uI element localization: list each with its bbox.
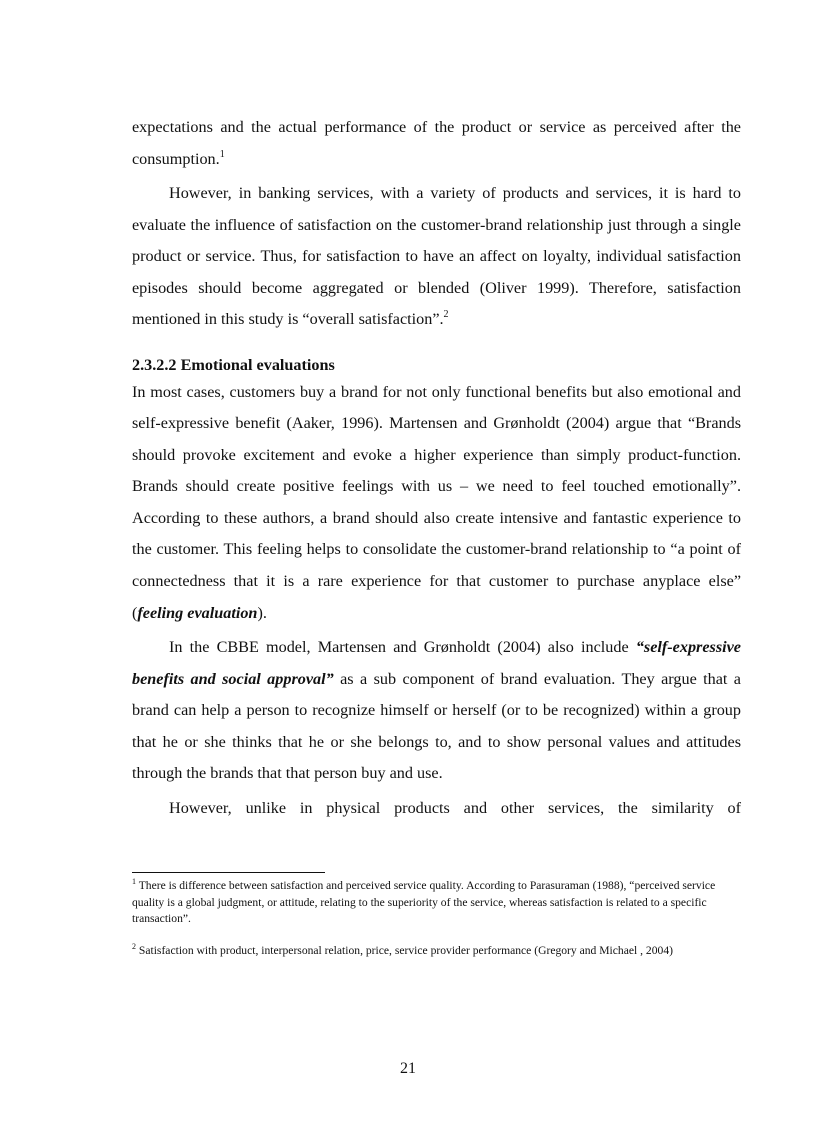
paragraph-2-text: However, in banking services, with a variety of products and services, it is hard to evaluate the influence of satisfaction on the customer-brand relationship just through a single product or service. Thus, for satisfaction to have an affect on loyalty, individual satisfaction episodes should become aggregated or blended (Oliver 1999). Therefore, satisfaction mentioned in this study is “overall satisfaction”. xyxy=(132,184,741,328)
body-text xyxy=(132,112,741,824)
footnote-1-text: There is difference between satisfaction and perceived service quality. According to Parasuraman (1988), “perceived service quality is a global judgment, or attitude, relating to the superiority of the service, whereas satisfaction is related to a specific transaction”. xyxy=(132,879,716,925)
paragraph-5-text: However, unlike in physical products and other services, the similarity of xyxy=(169,798,741,817)
paragraph-3 xyxy=(132,377,741,630)
footnote-mark-1: 1 xyxy=(132,877,136,886)
section-heading: 2.3.2.2 Emotional evaluations xyxy=(132,355,335,374)
footnote-1 xyxy=(132,878,741,928)
footnotes xyxy=(132,878,741,959)
paragraph-4-text: In the CBBE model, Martensen and Grønholdt (2004) also include xyxy=(169,638,636,657)
paragraph-3-text: In most cases, customers buy a brand for not only functional benefits but also emotional and self-expressive benefit (Aaker, 1996). Martensen and Grønholdt (2004) argue that “Brands should provoke excitement and evoke a higher experience than simply product-function. Brands should create positive feelings with us – we need to feel touched emotionally”. According to these authors, a brand should also create intensive and fantastic experience to the customer. This feeling helps to consolidate the customer-brand relationship to “a point of connectedness that it is a rare experience for that customer to purchase anyplace else” ( xyxy=(132,382,741,622)
paragraph-5 xyxy=(132,793,741,825)
paragraph-1 xyxy=(132,112,741,175)
paragraph-4-emphasis: “self-expressive benefits and social approval” xyxy=(132,638,741,688)
page-number: 21 xyxy=(400,1060,416,1077)
footnote-ref-1[interactable]: 1 xyxy=(219,148,225,160)
footnote-divider xyxy=(132,872,325,873)
paragraph-2 xyxy=(132,178,741,336)
paragraph-3-text-end: ). xyxy=(257,603,267,622)
paragraph-4-text-end: as a sub component of brand evaluation. They argue that a brand can help a person to recognize himself or herself (or to be recognized) within a group that he or she thinks that he or she belongs to, and to show personal values and attitudes through the brands that that person buy and use. xyxy=(132,669,741,783)
footnote-mark-2: 2 xyxy=(132,941,136,951)
paragraph-1-text: expectations and the actual performance of the product or service as perceived after the consumption. xyxy=(132,118,741,168)
footnote-2-text: Satisfaction with product, interpersonal relation, price, service provider performance (Gregory and Michael , 2004) xyxy=(136,943,673,957)
footnote-2 xyxy=(132,943,741,960)
paragraph-4 xyxy=(132,632,741,790)
paragraph-3-emphasis: feeling evaluation xyxy=(137,603,258,622)
footnote-ref-2[interactable]: 2 xyxy=(443,309,449,320)
